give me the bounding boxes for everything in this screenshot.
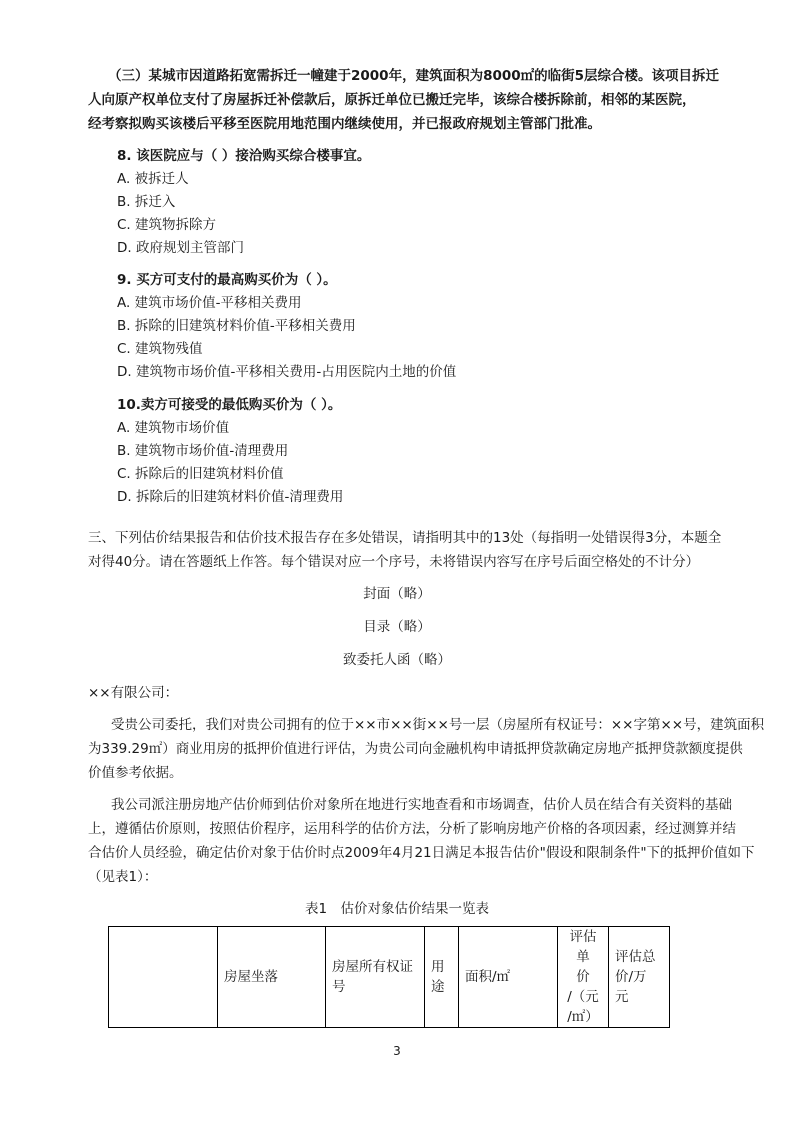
table1-header-unit-price-line4: /㎡） bbox=[567, 1009, 599, 1025]
question-8-option-b: B. 拆迁入 bbox=[117, 194, 176, 210]
cover-heading: 封面（略） bbox=[363, 586, 431, 602]
table1-header-unit-price-line1: 评估单 bbox=[569, 929, 597, 965]
question-10-option-c: C. 拆除后的旧建筑材料价值 bbox=[117, 466, 284, 482]
para2-line4: （见表1）： bbox=[88, 869, 158, 885]
letter-heading: 致委托人函（略） bbox=[343, 652, 451, 668]
section3-line1: 三、下列估价结果报告和估价技术报告存在多处错误，请指明其中的13处（每指明一处错误得3分，本题全 bbox=[88, 530, 722, 546]
table1-header-total-price-line2: 价/万 bbox=[615, 969, 647, 985]
table1-header-blank bbox=[109, 927, 218, 1028]
table1-header-total-price-line3: 元 bbox=[615, 989, 629, 1005]
question-9-option-b: B. 拆除的旧建筑材料价值-平移相关费用 bbox=[117, 318, 356, 334]
section3-line2: 对得40分。请在答题纸上作答。每个错误对应一个序号，未将错误内容写在序号后面空格处的不计分） bbox=[88, 554, 700, 570]
question-9-stem: 9. 买方可支付的最高购买价为（ ）。 bbox=[117, 272, 337, 288]
table1-header-total-price-line1: 评估总 bbox=[615, 949, 656, 965]
table1-header-row bbox=[109, 927, 670, 1028]
question-8-option-d: D. 政府规划主管部门 bbox=[117, 240, 244, 256]
question-8-option-a: A. 被拆迁人 bbox=[117, 171, 189, 187]
page-number: 3 bbox=[393, 1044, 401, 1058]
case3-line1: （三）某城市因道路拓宽需拆迁一幢建于2000年，建筑面积为8000㎡的临街5层综合楼。该项目拆迁 bbox=[108, 68, 720, 84]
para1-line3: 价值参考依据。 bbox=[88, 765, 183, 781]
question-9-option-a: A. 建筑市场价值-平移相关费用 bbox=[117, 295, 302, 311]
table1-header-total-price bbox=[609, 927, 670, 1028]
case3-line2: 人向原产权单位支付了房屋拆迁补偿款后，原拆迁单位已搬迁完毕，该综合楼拆除前，相邻的某医院， bbox=[88, 92, 696, 108]
table1-header-unit-price-line2: 价 bbox=[576, 969, 590, 985]
para2-line2: 上，遵循估价原则，按照估价程序，运用科学的估价方法，分析了影响房地产价格的各项因素，经过测算并结 bbox=[88, 821, 736, 837]
table1-header-use-line1: 用 bbox=[431, 959, 445, 975]
para2-line3: 合估价人员经验，确定估价对象于估价时点2009年4月21日满足本报告估价"假设和限制条件"下的抵押价值如下 bbox=[88, 845, 755, 861]
table1-header-use-line2: 途 bbox=[431, 979, 445, 995]
para2-line1: 我公司派注册房地产估价师到估价对象所在地进行实地查看和市场调查，估价人员在结合有关资料的基础 bbox=[111, 797, 732, 813]
table1-header-unit-price bbox=[558, 927, 609, 1028]
table1-header-area: 面积/㎡ bbox=[459, 927, 558, 1028]
table1-header-unit-price-line3: /（元 bbox=[567, 989, 599, 1005]
question-9-option-d: D. 建筑物市场价值-平移相关费用-占用医院内土地的价值 bbox=[117, 364, 457, 380]
question-10-stem: 10.卖方可接受的最低购买价为（ ）。 bbox=[117, 397, 342, 413]
table1 bbox=[108, 926, 670, 1028]
table1-header-certificate-line1: 房屋所有权证 bbox=[332, 959, 413, 975]
addressee: ××有限公司： bbox=[88, 685, 179, 701]
table1-header-certificate-line2: 号 bbox=[332, 979, 346, 995]
para1-line1: 受贵公司委托，我们对贵公司拥有的位于××市××街××号一层（房屋所有权证号：××字第××号，建筑面积 bbox=[111, 717, 765, 733]
case3-line3: 经考察拟购买该楼后平移至医院用地范围内继续使用，并已报政府规划主管部门批准。 bbox=[88, 116, 601, 132]
question-9-option-c: C. 建筑物残值 bbox=[117, 341, 203, 357]
question-8-stem: 8. 该医院应与（ ）接洽购买综合楼事宜。 bbox=[117, 148, 371, 164]
question-10-option-d: D. 拆除后的旧建筑材料价值-清理费用 bbox=[117, 489, 344, 505]
para1-line2: 为339.29㎡）商业用房的抵押价值进行评估，为贵公司向金融机构申请抵押贷款确定房地产抵押贷款额度提供 bbox=[88, 741, 743, 757]
table1-header-use bbox=[425, 927, 459, 1028]
table1-header-certificate bbox=[326, 927, 425, 1028]
question-10-option-b: B. 建筑物市场价值-清理费用 bbox=[117, 443, 289, 459]
table1-header-location: 房屋坐落 bbox=[218, 927, 326, 1028]
question-10-option-a: A. 建筑物市场价值 bbox=[117, 420, 230, 436]
toc-heading: 目录（略） bbox=[363, 619, 431, 635]
table1-caption: 表1 估价对象估价结果一览表 bbox=[304, 901, 490, 917]
question-8-option-c: C. 建筑物拆除方 bbox=[117, 217, 217, 233]
